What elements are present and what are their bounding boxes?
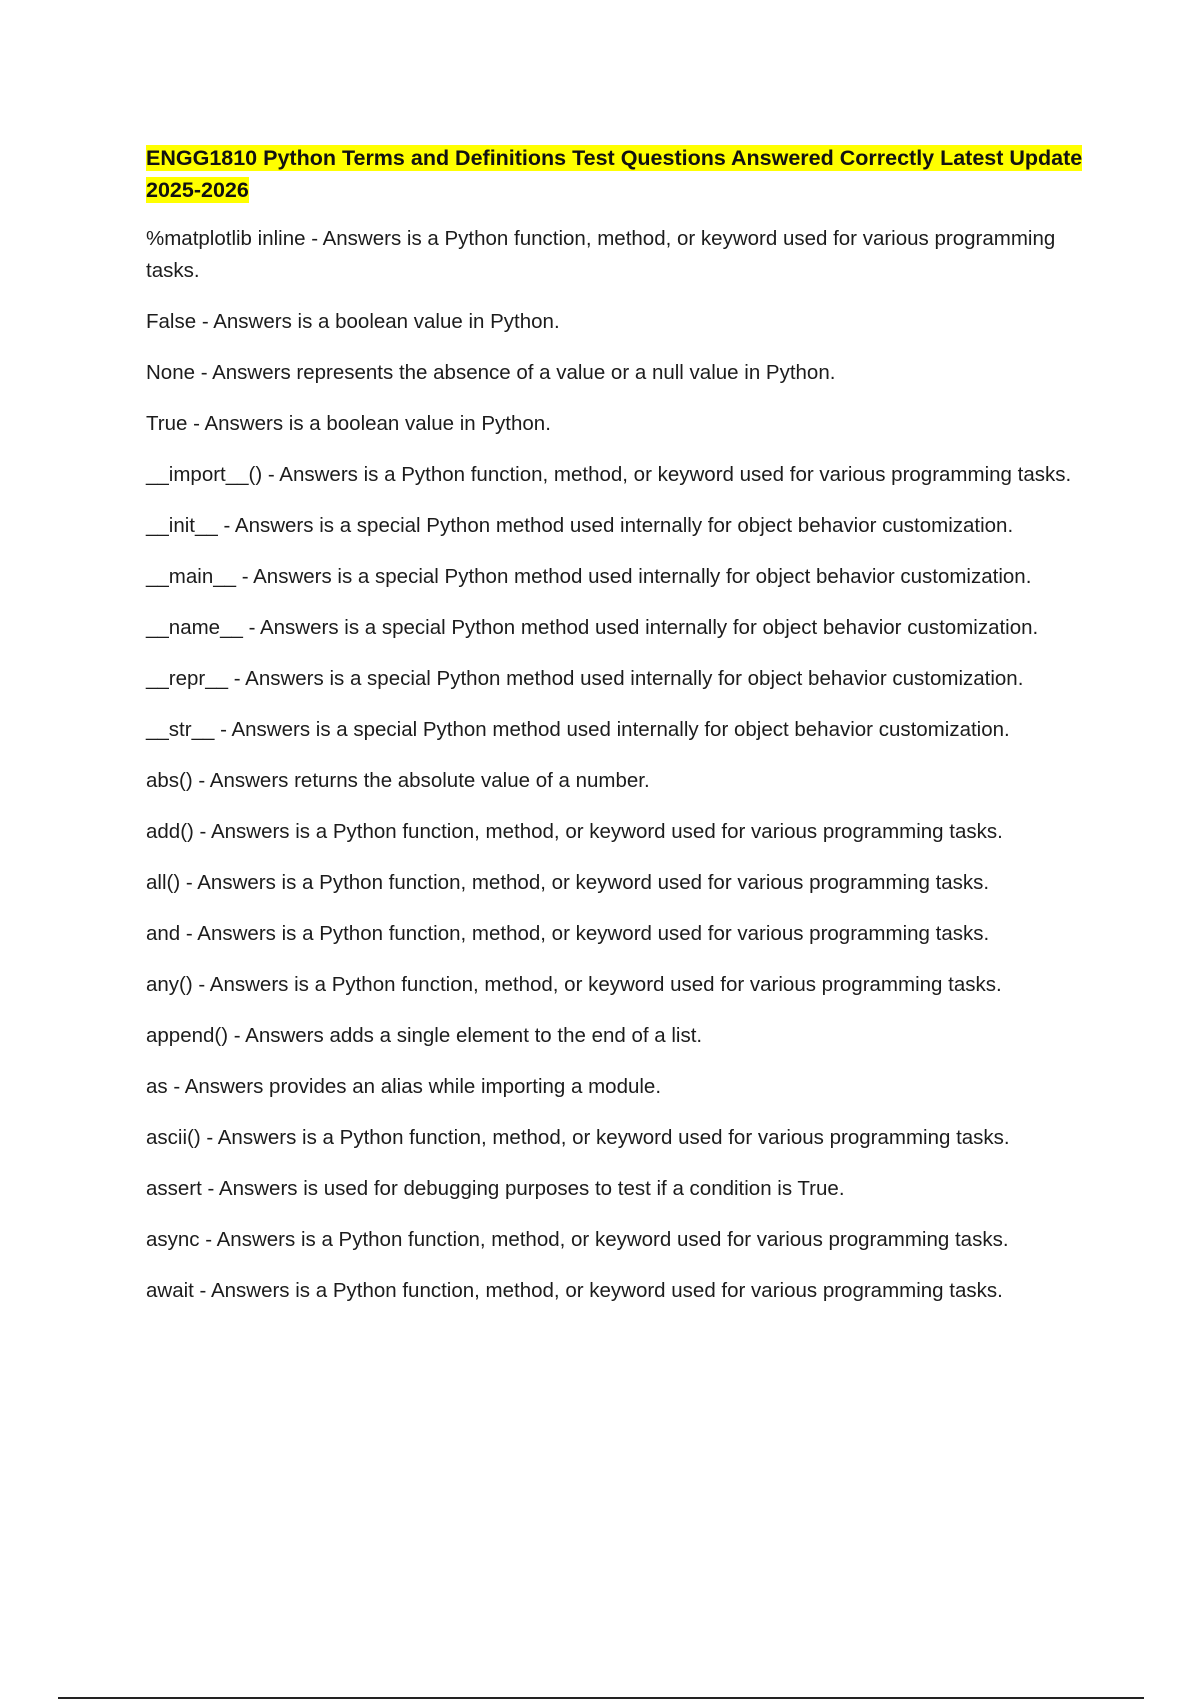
definition-entry: assert - Answers is used for debugging purposes to test if a condition is True.	[146, 1177, 845, 1200]
definition-entry: await - Answers is a Python function, method, or keyword used for various programming tasks.	[146, 1279, 1003, 1302]
definition-entry: __main__ - Answers is a special Python method used internally for object behavior customization.	[146, 565, 1032, 588]
definition-entry: False - Answers is a boolean value in Python.	[146, 310, 560, 333]
definition-entry: %matplotlib inline - Answers is a Python function, method, or keyword used for various programming tasks.	[146, 227, 1056, 282]
document-content	[146, 142, 1106, 1326]
definition-entry: ascii() - Answers is a Python function, method, or keyword used for various programming tasks.	[146, 1126, 1010, 1149]
definition-entry: None - Answers represents the absence of a value or a null value in Python.	[146, 361, 836, 384]
definition-entry: add() - Answers is a Python function, method, or keyword used for various programming tasks.	[146, 820, 1003, 843]
document-title-text: ENGG1810 Python Terms and Definitions Test Questions Answered Correctly Latest Update 2025-2026	[146, 146, 1083, 202]
footer-divider	[58, 1697, 1144, 1699]
definition-entry: as - Answers provides an alias while importing a module.	[146, 1075, 662, 1098]
document-title	[146, 142, 1106, 206]
definition-entry: True - Answers is a boolean value in Python.	[146, 412, 551, 435]
definition-entry: __name__ - Answers is a special Python method used internally for object behavior customization.	[146, 616, 1039, 639]
definition-entry: __repr__ - Answers is a special Python method used internally for object behavior customization.	[146, 667, 1024, 690]
definition-entry: __import__() - Answers is a Python function, method, or keyword used for various programming tasks.	[146, 463, 1072, 486]
definition-entry: append() - Answers adds a single element to the end of a list.	[146, 1024, 703, 1047]
definition-entry: and - Answers is a Python function, method, or keyword used for various programming tasks.	[146, 922, 990, 945]
definition-entry: all() - Answers is a Python function, method, or keyword used for various programming tasks.	[146, 871, 990, 894]
definition-entry: __init__ - Answers is a special Python method used internally for object behavior customization.	[146, 514, 1014, 537]
definition-entry: __str__ - Answers is a special Python method used internally for object behavior customization.	[146, 718, 1010, 741]
definition-list	[146, 223, 1106, 1307]
definition-entry: abs() - Answers returns the absolute value of a number.	[146, 769, 650, 792]
definition-entry: any() - Answers is a Python function, method, or keyword used for various programming tasks.	[146, 973, 1002, 996]
definition-entry: async - Answers is a Python function, method, or keyword used for various programming tasks.	[146, 1228, 1009, 1251]
